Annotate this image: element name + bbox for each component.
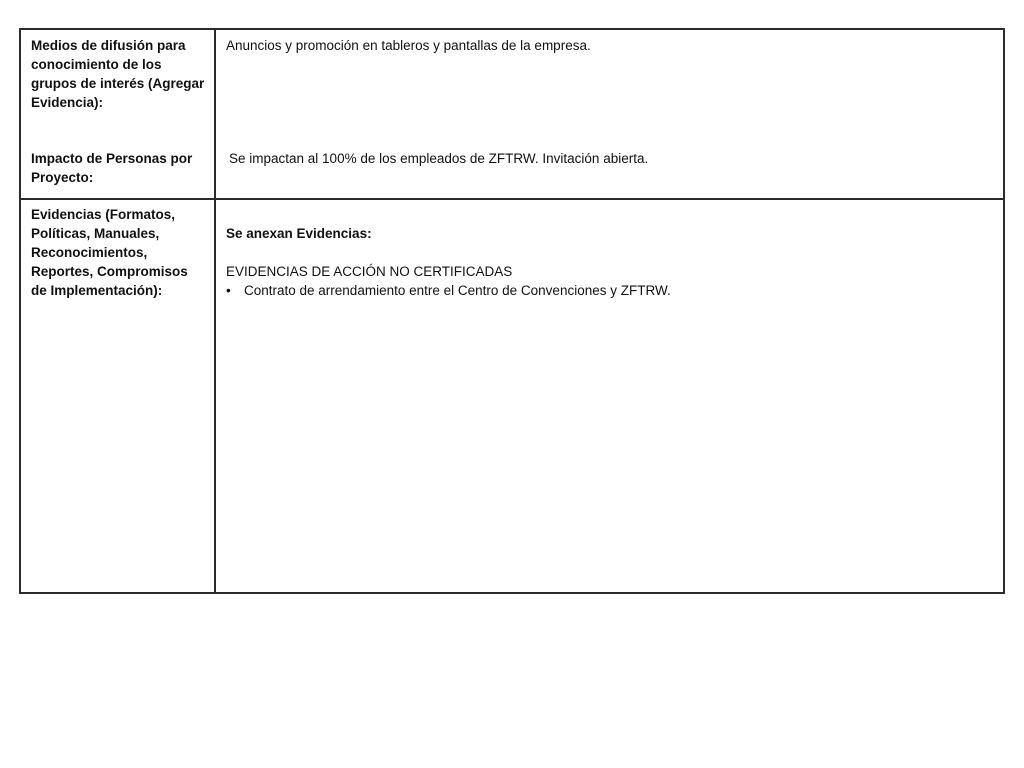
value-medios-difusion: Anuncios y promoción en tableros y pantallas de la empresa. — [226, 38, 591, 53]
list-item — [226, 281, 671, 300]
value-cell-evidencias — [216, 200, 1003, 592]
bullet-icon: • — [226, 283, 231, 298]
table-row-evidencias — [21, 200, 1003, 592]
label-cell-difusion — [21, 30, 216, 198]
label-medios-difusion: Medios de difusión para conocimiento de los grupos de interés (Agregar Evidencia): — [31, 38, 205, 110]
evidencias-heading: Se anexan Evidencias: — [226, 226, 372, 241]
document-table — [19, 28, 1005, 594]
list-item-text: Contrato de arrendamiento entre el Centro de Convenciones y ZFTRW. — [244, 283, 671, 298]
value-cell-difusion — [216, 30, 1003, 198]
value-impacto-personas: Se impactan al 100% de los empleados de ZFTRW. Invitación abierta. — [229, 151, 649, 166]
label-cell-evidencias — [21, 200, 216, 592]
label-impacto-personas: Impacto de Personas por Proyecto: — [31, 151, 193, 185]
evidencias-subheading: EVIDENCIAS DE ACCIÓN NO CERTIFICADAS — [226, 264, 513, 279]
table-row-difusion — [21, 30, 1003, 200]
label-evidencias: Evidencias (Formatos, Políticas, Manuales, Reconocimientos, Reportes, Compromisos de Implementación): — [31, 207, 188, 298]
